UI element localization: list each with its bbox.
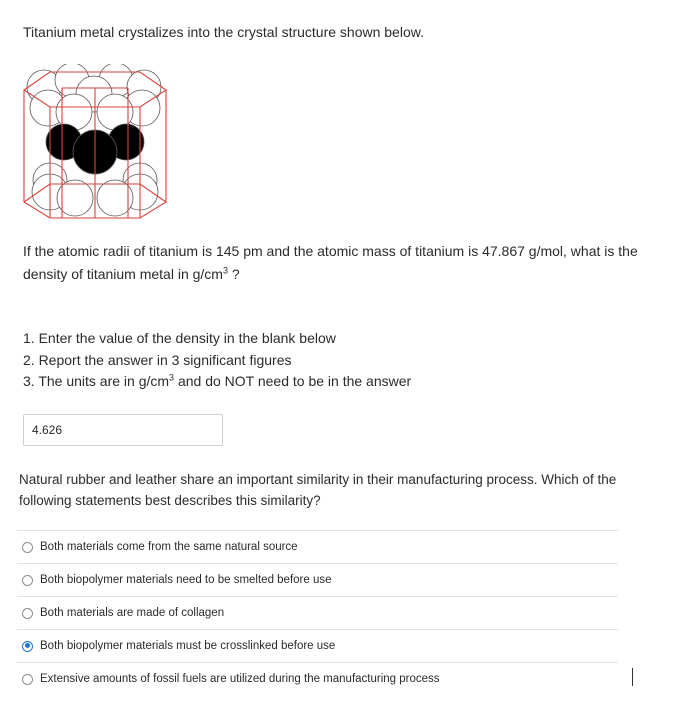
- instruction-3: [23, 371, 411, 393]
- density-answer-input[interactable]: [23, 414, 223, 446]
- question1-units-exponent: 3: [222, 265, 228, 276]
- option-4[interactable]: [17, 662, 618, 695]
- option-3[interactable]: [17, 629, 618, 662]
- option-label: Both materials come from the same natural source: [40, 541, 298, 553]
- radio-button-icon[interactable]: [22, 641, 33, 652]
- option-label: Extensive amounts of fossil fuels are utilized during the manufacturing process: [40, 673, 440, 685]
- radio-button-icon[interactable]: [22, 542, 33, 553]
- option-1[interactable]: [17, 563, 618, 596]
- instruction-1: 1. Enter the value of the density in the blank below: [23, 330, 336, 346]
- radio-button-icon[interactable]: [22, 608, 33, 619]
- answer-options: [17, 530, 618, 695]
- question1-text-main: If the atomic radii of titanium is 145 pm and the atomic mass of titanium is 47.867 g/mol, what is the density of titanium metal in g/cm: [23, 243, 638, 282]
- option-label: Both materials are made of collagen: [40, 607, 225, 619]
- question1-text-end: ?: [228, 266, 240, 282]
- instruction-3-main: 3. The units are in g/cm: [23, 373, 170, 389]
- question1-prompt: Titanium metal crystalizes into the crystal structure shown below.: [23, 24, 424, 40]
- option-label: Both biopolymer materials need to be smelted before use: [40, 574, 332, 586]
- question1-text: [23, 240, 663, 286]
- instruction-2: 2. Report the answer in 3 significant figures: [23, 351, 292, 368]
- instructions-list: [23, 328, 411, 393]
- radio-button-icon[interactable]: [22, 575, 33, 586]
- option-2[interactable]: [17, 596, 618, 629]
- hcp-crystal-structure-diagram: [20, 64, 170, 220]
- radio-button-icon[interactable]: [22, 674, 33, 685]
- instruction-3-exponent: 3: [169, 372, 175, 383]
- text-cursor-icon: [632, 668, 633, 686]
- question2-text: Natural rubber and leather share an important similarity in their manufacturing process. Which of the following statements best describes this similarity?: [19, 472, 617, 508]
- option-0[interactable]: [17, 530, 618, 563]
- instruction-3-end: and do NOT need to be in the answer: [174, 373, 412, 389]
- option-label: Both biopolymer materials must be crosslinked before use: [40, 640, 336, 652]
